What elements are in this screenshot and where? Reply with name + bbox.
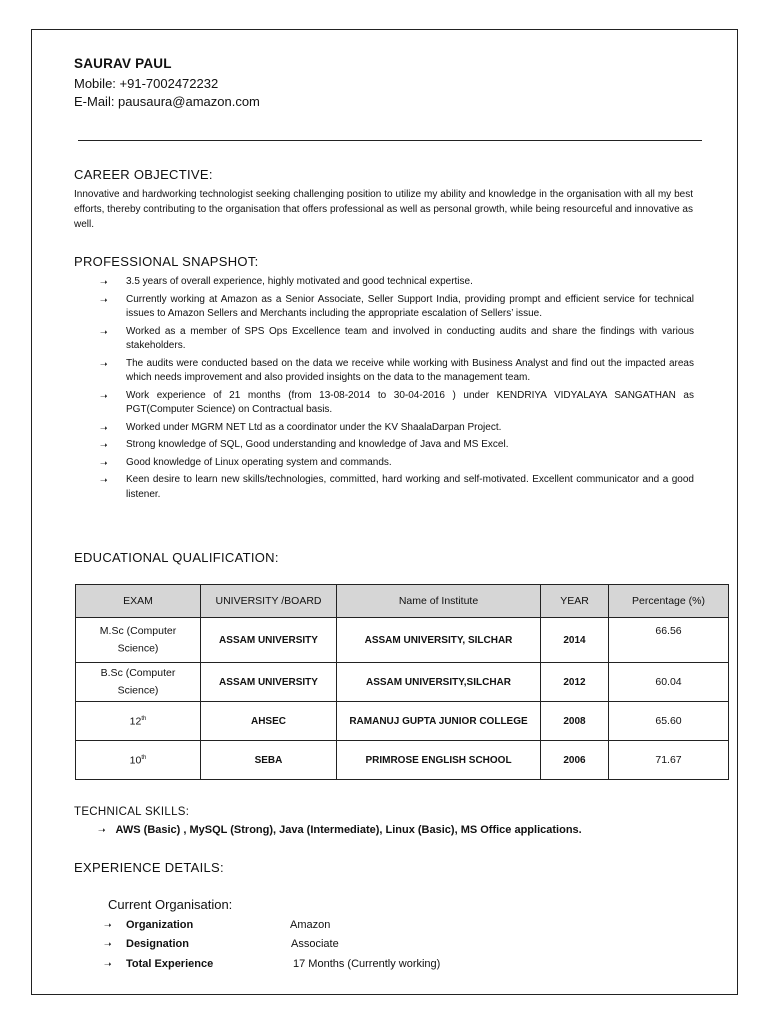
list-item: ➝ Keen desire to learn new skills/technologies, committed, hard working and self-motivated. Excellent communicator and a good listener. [100,474,694,500]
experience-row-designation: ➝ Designation Associate [104,938,339,950]
exam-cell: 10th [76,741,201,780]
technical-skills-heading: TECHNICAL SKILLS: [74,806,190,818]
col-header-year: YEAR [541,585,609,618]
institute-cell: ASSAM UNIVERSITY, SILCHAR [337,618,541,663]
snapshot-list [100,275,694,505]
arrow-bullet-icon: ➝ [100,440,108,450]
institute-cell: PRIMROSE ENGLISH SCHOOL [337,741,541,780]
experience-row-organization: ➝ Organization Amazon [104,919,331,931]
arrow-bullet-icon: ➝ [98,825,106,835]
list-item: ➝ Worked under MGRM NET Ltd as a coordinator under the KV ShaalaDarpan Project. [100,421,694,436]
arrow-bullet-icon: ➝ [104,920,112,930]
table-header-row [76,585,729,618]
experience-heading: EXPERIENCE DETAILS: [74,860,224,875]
list-item: ➝ Strong knowledge of SQL, Good understanding and knowledge of Java and MS Excel. [100,438,694,453]
arrow-bullet-icon: ➝ [100,475,108,485]
list-item: ➝ Work experience of 21 months (from 13-08-2014 to 30-04-2016 ) under KENDRIYA VIDYALAYA SANGATHAN as PGT(Computer Science) on Contractual basis. [100,389,694,415]
education-table [75,584,729,780]
list-item: ➝ Currently working at Amazon as a Senior Associate, Seller Support India, providing prompt and efficient service for technical issues to Amazon Sellers and Merchants including the appropriate escalation of Sellers’ issue. [100,293,694,319]
list-item: ➝ The audits were conducted based on the data we receive while working with Business Analyst and find out the impacted areas which needs improvement and also provided insights on the data to the management team. [100,357,694,383]
professional-snapshot-heading: PROFESSIONAL SNAPSHOT: [74,254,259,269]
year-cell: 2014 [541,618,609,663]
board-cell: SEBA [201,741,337,780]
year-cell: 2006 [541,741,609,780]
percentage-cell: 71.67 [609,741,729,780]
percentage-cell: 60.04 [609,663,729,702]
mobile-number: Mobile: +91-7002472232 [74,76,219,91]
table-row [76,741,729,780]
table-row [76,663,729,702]
col-header-percentage: Percentage (%) [609,585,729,618]
header-divider [78,140,702,141]
board-cell: AHSEC [201,702,337,741]
arrow-bullet-icon: ➝ [100,457,108,468]
table-row [76,702,729,741]
email-address: E-Mail: pausaura@amazon.com [74,94,260,109]
board-cell: ASSAM UNIVERSITY [201,618,337,663]
experience-row-total: ➝ Total Experience 17 Months (Currently working) [104,958,441,970]
col-header-institute: Name of Institute [337,585,541,618]
exam-cell: 12th [76,702,201,741]
list-item: ➝ Worked as a member of SPS Ops Excellence team and involved in conducting audits and share the findings with various stakeholders. [100,325,694,351]
arrow-bullet-icon: ➝ [104,959,112,969]
education-heading: EDUCATIONAL QUALIFICATION: [74,550,279,565]
exam-cell: M.Sc (Computer Science) [76,618,201,663]
col-header-board: UNIVERSITY /BOARD [201,585,337,618]
col-header-exam: EXAM [76,585,201,618]
percentage-cell: 65.60 [609,702,729,741]
arrow-bullet-icon: ➝ [100,326,108,337]
candidate-name: SAURAV PAUL [74,56,172,71]
career-objective-heading: CAREER OBJECTIVE: [74,167,213,182]
institute-cell: RAMANUJ GUPTA JUNIOR COLLEGE [337,702,541,741]
exam-cell: B.Sc (Computer Science) [76,663,201,702]
list-item: ➝ 3.5 years of overall experience, highly motivated and good technical expertise. [100,275,694,290]
board-cell: ASSAM UNIVERSITY [201,663,337,702]
table-row [76,618,729,663]
arrow-bullet-icon: ➝ [100,390,108,401]
arrow-bullet-icon: ➝ [100,422,108,433]
technical-skills-line [98,824,582,836]
arrow-bullet-icon: ➝ [104,939,112,949]
list-item: ➝ Good knowledge of Linux operating system and commands. [100,456,694,471]
institute-cell: ASSAM UNIVERSITY,SILCHAR [337,663,541,702]
arrow-bullet-icon: ➝ [100,294,108,305]
arrow-bullet-icon: ➝ [100,277,108,287]
current-organisation-heading: Current Organisation: [108,897,233,912]
technical-skills-text: AWS (Basic) , MySQL (Strong), Java (Intermediate), Linux (Basic), MS Office applications. [115,824,582,836]
percentage-cell: 66.56 [609,618,729,663]
arrow-bullet-icon: ➝ [100,358,108,369]
year-cell: 2012 [541,663,609,702]
career-objective-text: Innovative and hardworking technologist seeking challenging position to utilize my ability and knowledge in the organisation with all my best efforts, thereby contributing to the organisation that offers professional as well as personal growth, while being resourceful and innovative as well. [74,189,693,230]
year-cell: 2008 [541,702,609,741]
